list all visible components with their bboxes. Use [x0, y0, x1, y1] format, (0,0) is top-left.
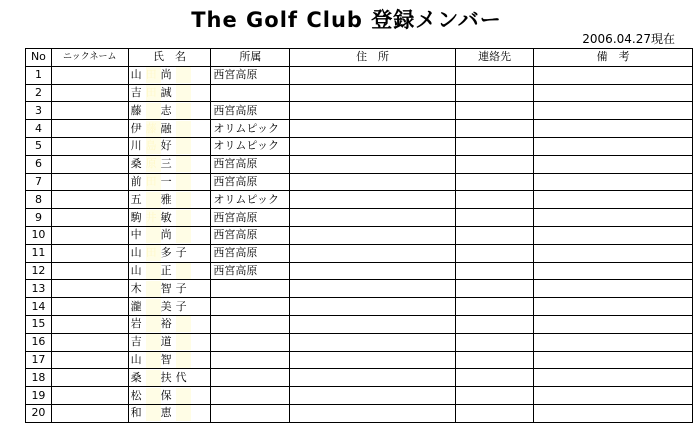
- affiliation-cell: オリムピック: [211, 191, 290, 209]
- contact-cell: [455, 84, 534, 102]
- affiliation-cell: [211, 298, 290, 316]
- affiliation-cell: [211, 280, 290, 298]
- table-row: [26, 280, 693, 298]
- name-char: 田: [146, 245, 161, 261]
- remarks-cell: [534, 315, 693, 333]
- name-cell: [128, 173, 211, 191]
- address-cell: [290, 226, 456, 244]
- name-cell: [128, 84, 211, 102]
- name-char: 前: [130, 174, 142, 188]
- name-char: [176, 405, 191, 421]
- table-row: [26, 387, 693, 405]
- affiliation-cell: 西宮高原: [211, 173, 290, 191]
- name-char: 智: [160, 352, 172, 366]
- table-row: [26, 315, 693, 333]
- address-cell: [290, 315, 456, 333]
- address-cell: [290, 84, 456, 102]
- table-row: [26, 209, 693, 227]
- name-cell: [128, 280, 211, 298]
- affiliation-cell: [211, 387, 290, 405]
- address-cell: [290, 173, 456, 191]
- remarks-cell: [534, 244, 693, 262]
- name-cell: [128, 120, 211, 138]
- row-number: 8: [26, 191, 52, 209]
- name-cell: [128, 404, 211, 422]
- name-char: 山: [130, 352, 142, 366]
- name-char: 扶: [160, 370, 172, 384]
- address-cell: [290, 209, 456, 227]
- affiliation-cell: 西宮高原: [211, 155, 290, 173]
- table-row: [26, 84, 693, 102]
- name-char: [176, 192, 191, 208]
- table-row: [26, 351, 693, 369]
- name-cell: [128, 333, 211, 351]
- name-cell: [128, 137, 211, 155]
- name-cell: [128, 262, 211, 280]
- name-char: 敏: [160, 210, 172, 224]
- name-char: 井: [146, 210, 161, 226]
- name-cell: [128, 66, 211, 84]
- row-number: 13: [26, 280, 52, 298]
- row-number: 3: [26, 102, 52, 120]
- remarks-cell: [534, 102, 693, 120]
- affiliation-cell: 西宮高原: [211, 226, 290, 244]
- row-number: 18: [26, 369, 52, 387]
- address-cell: [290, 191, 456, 209]
- contact-cell: [455, 387, 534, 405]
- name-char: 桑: [130, 157, 142, 171]
- contact-cell: [455, 298, 534, 316]
- name-char: [176, 388, 191, 404]
- name-cell: [128, 191, 211, 209]
- table-row: [26, 155, 693, 173]
- name-char: 山: [130, 68, 142, 82]
- row-number: 10: [26, 226, 52, 244]
- affiliation-cell: 西宮高原: [211, 209, 290, 227]
- name-char: [146, 299, 161, 315]
- remarks-cell: [534, 351, 693, 369]
- contact-cell: [455, 191, 534, 209]
- nickname-cell: [51, 244, 128, 262]
- name-char: [146, 370, 161, 386]
- address-cell: [290, 262, 456, 280]
- name-char: 正: [160, 263, 172, 277]
- name-char: 島: [146, 138, 161, 154]
- nickname-cell: [51, 209, 128, 227]
- nickname-cell: [51, 173, 128, 191]
- name-char: [176, 227, 191, 243]
- remarks-cell: [534, 137, 693, 155]
- header-address: 住 所: [290, 49, 456, 67]
- address-cell: [290, 351, 456, 369]
- name-char: 一: [160, 174, 172, 188]
- table-row: [26, 333, 693, 351]
- name-char: [176, 121, 191, 137]
- name-cell: [128, 102, 211, 120]
- header-no: No: [26, 49, 52, 67]
- name-char: 美: [160, 299, 172, 313]
- name-char: [176, 156, 191, 172]
- row-number: 16: [26, 333, 52, 351]
- address-cell: [290, 155, 456, 173]
- name-char: 吉: [130, 85, 142, 99]
- address-cell: [290, 404, 456, 422]
- name-cell: [128, 387, 211, 405]
- name-char: 田: [146, 174, 161, 190]
- name-cell: [128, 244, 211, 262]
- nickname-cell: [51, 66, 128, 84]
- name-cell: [128, 226, 211, 244]
- nickname-cell: [51, 155, 128, 173]
- name-char: [176, 85, 191, 101]
- row-number: 15: [26, 315, 52, 333]
- address-cell: [290, 244, 456, 262]
- name-char: [176, 67, 191, 83]
- name-char: [176, 174, 191, 190]
- name-char: 藤: [146, 121, 161, 137]
- row-number: 20: [26, 404, 52, 422]
- contact-cell: [455, 120, 534, 138]
- contact-cell: [455, 66, 534, 84]
- nickname-cell: [51, 120, 128, 138]
- row-number: 19: [26, 387, 52, 405]
- affiliation-cell: [211, 84, 290, 102]
- name-char: [146, 227, 161, 243]
- name-char: 子: [175, 281, 187, 295]
- name-char: [176, 316, 191, 332]
- name-char: [146, 281, 161, 297]
- contact-cell: [455, 102, 534, 120]
- name-char: [176, 210, 191, 226]
- header-affiliation: 所属: [211, 49, 290, 67]
- name-char: [146, 388, 161, 404]
- name-char: 子: [175, 299, 187, 313]
- name-char: 多: [160, 246, 172, 260]
- row-number: 11: [26, 244, 52, 262]
- name-char: 尚: [160, 228, 172, 242]
- name-char: 五: [130, 192, 142, 206]
- name-char: 山: [130, 246, 142, 260]
- address-cell: [290, 333, 456, 351]
- table-row: [26, 120, 693, 138]
- page-title: The Golf Club 登録メンバー: [191, 8, 502, 32]
- affiliation-cell: 西宮高原: [211, 244, 290, 262]
- contact-cell: [455, 262, 534, 280]
- remarks-cell: [534, 120, 693, 138]
- name-char: 好: [160, 139, 172, 153]
- name-char: 三: [160, 157, 172, 171]
- name-char: 藤: [130, 103, 142, 117]
- contact-cell: [455, 209, 534, 227]
- table-row: [26, 262, 693, 280]
- nickname-cell: [51, 404, 128, 422]
- contact-cell: [455, 369, 534, 387]
- name-char: 木: [130, 281, 142, 295]
- row-number: 4: [26, 120, 52, 138]
- name-char: 田: [146, 85, 161, 101]
- nickname-cell: [51, 226, 128, 244]
- remarks-cell: [534, 155, 693, 173]
- name-char: [146, 405, 161, 421]
- nickname-cell: [51, 333, 128, 351]
- name-char: 田: [146, 67, 161, 83]
- contact-cell: [455, 404, 534, 422]
- name-char: 原: [146, 156, 161, 172]
- affiliation-cell: [211, 351, 290, 369]
- name-cell: [128, 155, 211, 173]
- table-row: [26, 66, 693, 84]
- remarks-cell: [534, 333, 693, 351]
- contact-cell: [455, 244, 534, 262]
- nickname-cell: [51, 137, 128, 155]
- name-char: [146, 192, 161, 208]
- table-row: [26, 102, 693, 120]
- nickname-cell: [51, 191, 128, 209]
- remarks-cell: [534, 262, 693, 280]
- name-cell: [128, 351, 211, 369]
- nickname-cell: [51, 262, 128, 280]
- affiliation-cell: オリムピック: [211, 120, 290, 138]
- header-row: [26, 49, 693, 67]
- name-char: 子: [175, 246, 187, 260]
- contact-cell: [455, 315, 534, 333]
- nickname-cell: [51, 387, 128, 405]
- name-char: 吉: [130, 335, 142, 349]
- affiliation-cell: 西宮高原: [211, 66, 290, 84]
- name-char: [146, 334, 161, 350]
- table-row: [26, 137, 693, 155]
- table-row: [26, 369, 693, 387]
- remarks-cell: [534, 173, 693, 191]
- affiliation-cell: [211, 315, 290, 333]
- header-name: 氏 名: [128, 49, 211, 67]
- remarks-cell: [534, 369, 693, 387]
- name-char: [146, 263, 161, 279]
- row-number: 12: [26, 262, 52, 280]
- remarks-cell: [534, 191, 693, 209]
- nickname-cell: [51, 298, 128, 316]
- row-number: 5: [26, 137, 52, 155]
- name-char: [146, 352, 161, 368]
- header-contact: 連絡先: [455, 49, 534, 67]
- name-cell: [128, 315, 211, 333]
- nickname-cell: [51, 102, 128, 120]
- affiliation-cell: [211, 369, 290, 387]
- header-remarks: 備 考: [534, 49, 693, 67]
- remarks-cell: [534, 66, 693, 84]
- name-char: [176, 103, 191, 119]
- nickname-cell: [51, 351, 128, 369]
- table-row: [26, 173, 693, 191]
- table-row: [26, 298, 693, 316]
- name-char: 裕: [160, 317, 172, 331]
- name-char: 岩: [130, 317, 142, 331]
- name-char: 桑: [130, 370, 142, 384]
- contact-cell: [455, 351, 534, 369]
- table-row: [26, 191, 693, 209]
- contact-cell: [455, 137, 534, 155]
- name-char: 雅: [160, 192, 172, 206]
- name-char: 智: [160, 281, 172, 295]
- affiliation-cell: [211, 333, 290, 351]
- address-cell: [290, 120, 456, 138]
- header-nickname: ニックネーム: [51, 49, 128, 67]
- name-char: [176, 334, 191, 350]
- name-char: 伊: [130, 121, 142, 135]
- member-table: [25, 48, 693, 423]
- name-char: [146, 316, 161, 332]
- address-cell: [290, 369, 456, 387]
- name-char: 保: [160, 388, 172, 402]
- row-number: 1: [26, 66, 52, 84]
- remarks-cell: [534, 387, 693, 405]
- address-cell: [290, 137, 456, 155]
- affiliation-cell: オリムピック: [211, 137, 290, 155]
- name-char: 志: [160, 103, 172, 117]
- name-char: 駒: [130, 210, 142, 224]
- name-char: 恵: [160, 406, 172, 420]
- name-char: [176, 352, 191, 368]
- row-number: 17: [26, 351, 52, 369]
- row-number: 7: [26, 173, 52, 191]
- name-char: 道: [160, 335, 172, 349]
- name-cell: [128, 209, 211, 227]
- name-char: 誠: [160, 85, 172, 99]
- remarks-cell: [534, 404, 693, 422]
- address-cell: [290, 102, 456, 120]
- name-char: 瀧: [130, 299, 142, 313]
- remarks-cell: [534, 226, 693, 244]
- contact-cell: [455, 280, 534, 298]
- address-cell: [290, 298, 456, 316]
- address-cell: [290, 66, 456, 84]
- name-cell: [128, 298, 211, 316]
- name-cell: [128, 369, 211, 387]
- name-char: [146, 103, 161, 119]
- name-char: 松: [130, 388, 142, 402]
- name-char: [176, 263, 191, 279]
- nickname-cell: [51, 84, 128, 102]
- affiliation-cell: 西宮高原: [211, 102, 290, 120]
- name-char: 山: [130, 263, 142, 277]
- name-char: [176, 138, 191, 154]
- row-number: 2: [26, 84, 52, 102]
- remarks-cell: [534, 298, 693, 316]
- table-row: [26, 244, 693, 262]
- affiliation-cell: 西宮高原: [211, 262, 290, 280]
- contact-cell: [455, 155, 534, 173]
- name-char: 代: [175, 370, 187, 384]
- row-number: 6: [26, 155, 52, 173]
- remarks-cell: [534, 84, 693, 102]
- address-cell: [290, 387, 456, 405]
- affiliation-cell: [211, 404, 290, 422]
- nickname-cell: [51, 369, 128, 387]
- remarks-cell: [534, 209, 693, 227]
- row-number: 9: [26, 209, 52, 227]
- date-label: 2006.04.27現在: [582, 32, 675, 46]
- nickname-cell: [51, 315, 128, 333]
- row-number: 14: [26, 298, 52, 316]
- contact-cell: [455, 333, 534, 351]
- table-row: [26, 404, 693, 422]
- name-char: 和: [130, 406, 142, 420]
- contact-cell: [455, 173, 534, 191]
- nickname-cell: [51, 280, 128, 298]
- address-cell: [290, 280, 456, 298]
- contact-cell: [455, 226, 534, 244]
- name-char: 尚: [160, 68, 172, 82]
- name-char: 川: [130, 139, 142, 153]
- table-row: [26, 226, 693, 244]
- name-char: 中: [130, 228, 142, 242]
- remarks-cell: [534, 280, 693, 298]
- name-char: 融: [160, 121, 172, 135]
